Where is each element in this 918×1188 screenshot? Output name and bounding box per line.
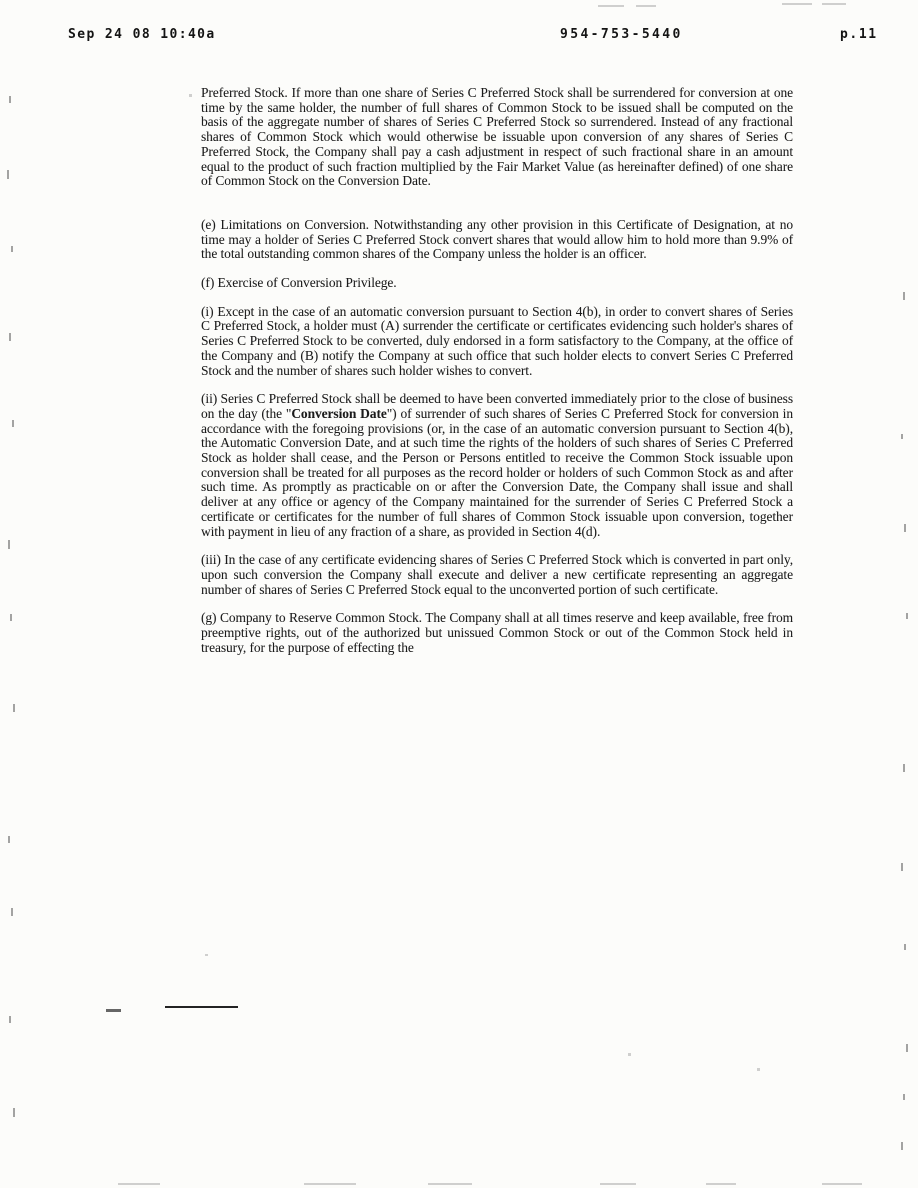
scan-artifact [901, 1142, 903, 1150]
scan-artifact [901, 434, 903, 439]
scan-artifact [189, 94, 192, 97]
scan-artifact [903, 292, 905, 300]
paragraph-continuation: Preferred Stock. If more than one share of Series C Preferred Stock shall be surrendered for conversion at one time by the same holder, the number of full shares of Common Stock to be issued shall be computed on the basis of the aggregate number of shares of Series C Preferred Stock so surrendered. Instead of any fractional shares of Common Stock which would otherwise be issuable upon conversion of any shares of Series C Preferred Stock, the Company shall pay a cash adjustment in respect of such fractional share in an amount equal to the product of such fraction multiplied by the Fair Market Value (as hereinafter defined) of one share of Common Stock on the Conversion Date. [201, 85, 793, 189]
scan-artifact [12, 420, 14, 427]
scan-artifact [8, 836, 10, 843]
scan-artifact [9, 333, 11, 341]
scan-artifact [628, 1053, 631, 1056]
scan-artifact [904, 944, 906, 950]
paragraph-e-limitations: (e) Limitations on Conversion. Notwithstanding any other provision in this Certificate of Designation, at no time may a holder of Series C Preferred Stock convert shares that would allow him to hold more than 9.9% of the total outstanding common shares of the Company unless the holder is an officer. [201, 216, 793, 262]
fax-page-number: p.11 [840, 27, 878, 42]
scan-artifact [598, 5, 624, 7]
scan-artifact [304, 1183, 356, 1185]
scan-artifact [636, 5, 656, 7]
scan-artifact [906, 613, 908, 619]
scan-artifact [11, 246, 13, 252]
scan-artifact [9, 96, 11, 103]
scan-artifact [118, 1183, 160, 1185]
scan-artifact [757, 1068, 760, 1071]
scan-dash-mark [106, 1009, 121, 1012]
fax-header [0, 27, 918, 47]
scan-artifact [906, 1044, 908, 1052]
paragraph-f-ii-pre: (ii) Series C Preferred Stock shall be deemed to have been converted immediately prior to the close of business on the day (the " [201, 391, 793, 421]
scan-artifact [428, 1183, 472, 1185]
scan-underline-mark [165, 1006, 238, 1008]
fax-timestamp: Sep 24 08 10:40a [68, 27, 216, 42]
scan-artifact [11, 908, 13, 916]
paragraph-g-reserve: (g) Company to Reserve Common Stock. The Company shall at all times reserve and keep available, free from preemptive rights, out of the authorized but unissued Common Stock or out of the Common Stock held in treasury, for the purpose of effecting the [201, 610, 793, 655]
scan-artifact [8, 540, 10, 549]
scan-artifact [7, 170, 9, 179]
scan-artifact [782, 3, 812, 5]
paragraph-f-iii: (iii) In the case of any certificate evidencing shares of Series C Preferred Stock which is converted in part only, upon such conversion the Company shall execute and deliver a new certificate representing an aggregate number of shares of Series C Preferred Stock equal to the unconverted portion of such certificate. [201, 552, 793, 597]
paragraph-f-i: (i) Except in the case of an automatic conversion pursuant to Section 4(b), in order to convert shares of Series C Preferred Stock, a holder must (A) surrender the certificate or certificates evidencing such holder's shares of Series C Preferred Stock to be converted, duly endorsed in a form satisfactory to the Company, at the office of the Company and (B) notify the Company at such office that such holder elects to convert Series C Preferred Stock and the number of shares such holder wishes to convert. [201, 303, 793, 378]
scan-artifact [706, 1183, 736, 1185]
document-body [201, 86, 793, 670]
scan-artifact [205, 954, 208, 956]
scan-artifact [13, 1108, 15, 1117]
scan-artifact [600, 1183, 636, 1185]
scan-artifact [903, 1094, 905, 1100]
scan-artifact [822, 1183, 862, 1185]
paragraph-f-ii-post: ") of surrender of such shares of Series C Preferred Stock for conversion in accordance with the foregoing provisions (or, in the case of an automatic conversion pursuant to Section 4(b), the Automatic Conversion Date, and at such time the rights of the holders of such shares of Series C Preferred Stock as holder shall cease, and the Person or Persons entitled to receive the Common Stock issuable upon conversion shall be treated for all purposes as the record holder or holders of such Common Stock as and after such time. As promptly as practicable on or after the Conversion Date, the Company shall issue and shall deliver at any office or agency of the Company maintained for the surrender of Series C Preferred Stock a certificate or certificates for the number of full shares of Common Stock issuable upon conversion, together with payment in lieu of any fraction of a share, as provided in Section 4(d). [201, 405, 793, 539]
fax-number: 954-753-5440 [560, 27, 683, 42]
conversion-date-term: Conversion Date [291, 405, 387, 421]
paragraph-f-ii [201, 392, 793, 539]
scan-artifact [822, 3, 846, 5]
scan-artifact [9, 1016, 11, 1023]
paragraph-f-heading: (f) Exercise of Conversion Privilege. [201, 275, 397, 291]
scan-artifact [13, 704, 15, 712]
scan-artifact [10, 614, 12, 621]
scan-artifact [903, 764, 905, 772]
scan-artifact [901, 863, 903, 871]
scan-artifact [904, 524, 906, 532]
